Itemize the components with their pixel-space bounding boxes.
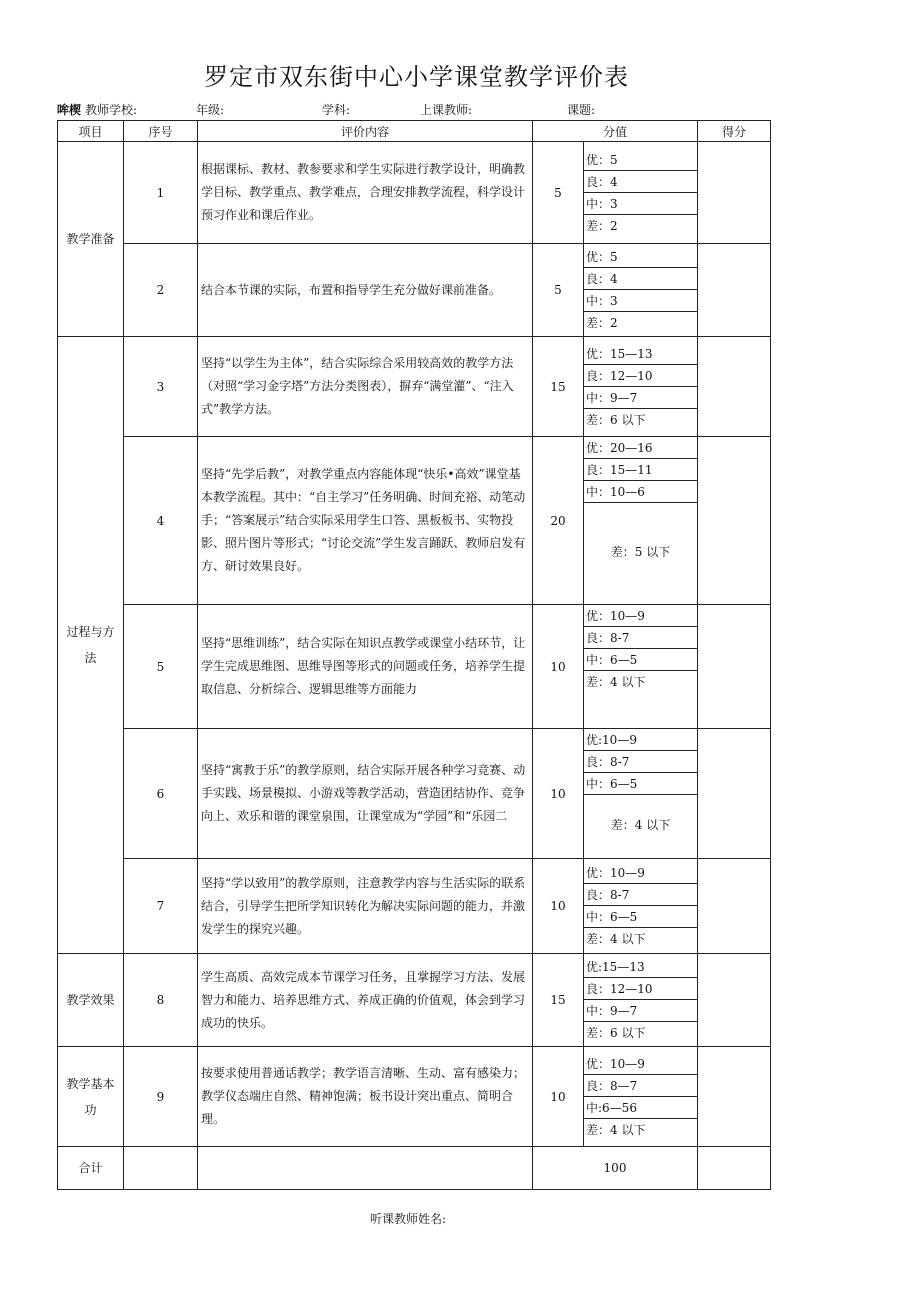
level-excellent: 优：10—9 bbox=[584, 1053, 697, 1075]
table-row bbox=[58, 729, 771, 859]
row-points: 10 bbox=[533, 605, 584, 729]
category-basic: 教学基本功 bbox=[58, 1047, 124, 1147]
row-levels bbox=[584, 437, 698, 605]
row-content: 根据课标、教材、教参要求和学生实际进行教学设计，明确教学目标、教学重点、教学难点，合理安排教学流程，科学设计预习作业和课后作业。 bbox=[198, 142, 533, 244]
row-score-cell[interactable] bbox=[698, 605, 771, 729]
table-row bbox=[58, 1047, 771, 1147]
row-content: 结合本节课的实际，布置和指导学生充分做好课前准备。 bbox=[198, 244, 533, 337]
row-points: 10 bbox=[533, 859, 584, 954]
header-points: 分值 bbox=[533, 121, 698, 142]
row-seq: 8 bbox=[124, 954, 198, 1047]
level-good: 良：8-7 bbox=[584, 884, 697, 906]
level-poor: 差：4 以下 bbox=[610, 818, 671, 832]
level-medium: 中:6—56 bbox=[584, 1097, 697, 1119]
level-poor: 差：5 以下 bbox=[610, 545, 671, 559]
level-medium: 中：10—6 bbox=[584, 481, 697, 503]
header-item: 项目 bbox=[58, 121, 124, 142]
total-points: 100 bbox=[533, 1147, 698, 1190]
row-points: 5 bbox=[533, 142, 584, 244]
level-poor: 差：2 bbox=[586, 316, 618, 330]
row-content: 坚持“思维训练”，结合实际在知识点教学或课堂小结环节，让学生完成思维图、思维导图等形式的问题或任务，培养学生提取信息、分析综合、逻辑思维等方面能力 bbox=[198, 605, 533, 729]
row-levels bbox=[584, 729, 698, 859]
observer-name-label: 听课教师姓名: bbox=[370, 1212, 447, 1226]
table-header-row bbox=[58, 121, 771, 142]
school-label: 教师学校: bbox=[85, 103, 138, 117]
table-row bbox=[58, 859, 771, 954]
category-process: 过程与方法 bbox=[58, 337, 124, 954]
total-score-cell[interactable] bbox=[698, 1147, 771, 1190]
category-total: 合计 bbox=[58, 1147, 124, 1190]
category-prep: 教学准备 bbox=[58, 142, 124, 337]
row-score-cell[interactable] bbox=[698, 437, 771, 605]
level-good: 良：12—10 bbox=[584, 978, 697, 1000]
table-row bbox=[58, 437, 771, 605]
row-content: 学生高质、高效完成本节课学习任务，且掌握学习方法、发展智力和能力、培养思维方式、养成正确的价值观，体会到学习成功的快乐。 bbox=[198, 954, 533, 1047]
level-good: 良：4 bbox=[584, 171, 697, 193]
level-medium: 中：6—5 bbox=[584, 773, 697, 795]
level-excellent: 优：15—13 bbox=[584, 343, 697, 365]
row-points: 15 bbox=[533, 337, 584, 437]
level-good: 良：15—11 bbox=[584, 459, 697, 481]
level-poor: 差：4 以下 bbox=[586, 1122, 646, 1137]
table-row bbox=[58, 337, 771, 437]
row-score-cell[interactable] bbox=[698, 142, 771, 244]
level-poor: 差：4 以下 bbox=[586, 932, 646, 946]
level-excellent: 优:10—9 bbox=[584, 729, 697, 751]
row-levels bbox=[584, 142, 698, 244]
row-score-cell[interactable] bbox=[698, 859, 771, 954]
level-medium: 中：6—5 bbox=[584, 906, 697, 928]
row-levels bbox=[584, 337, 698, 437]
level-good: 良：8-7 bbox=[584, 627, 697, 649]
row-points: 20 bbox=[533, 437, 584, 605]
row-score-cell[interactable] bbox=[698, 1047, 771, 1147]
row-seq: 5 bbox=[124, 605, 198, 729]
level-good: 良：4 bbox=[584, 268, 697, 290]
row-seq: 3 bbox=[124, 337, 198, 437]
row-content: 坚持“学以致用”的教学原则，注意教学内容与生活实际的联系结合，引导学生把所学知识转化为解决实际问题的能力，并激发学生的探究兴趣。 bbox=[198, 859, 533, 954]
grade-label: 年级: bbox=[196, 103, 225, 117]
level-medium: 中：3 bbox=[584, 290, 697, 312]
table-row bbox=[58, 954, 771, 1047]
header-content: 评价内容 bbox=[198, 121, 533, 142]
level-excellent: 优：10—9 bbox=[584, 862, 697, 884]
row-levels bbox=[584, 1047, 698, 1147]
row-points: 15 bbox=[533, 954, 584, 1047]
level-good: 良：12—10 bbox=[584, 365, 697, 387]
level-poor: 差：2 bbox=[586, 218, 618, 233]
row-seq: 9 bbox=[124, 1047, 198, 1147]
level-medium: 中：9—7 bbox=[584, 387, 697, 409]
row-content: 坚持“先学后教”，对教学重点内容能体现“快乐•高效”课堂基本教学流程。其中：“自主学习”任务明确、时间充裕、动笔动手；“答案展示”结合实际采用学生口答、黑板板书、实物投影、照片图片等形式；“讨论交流”学生发言踊跃、教师启发有方、研讨效果良好。 bbox=[198, 437, 533, 605]
level-excellent: 优：20—16 bbox=[584, 437, 697, 459]
row-levels bbox=[584, 605, 698, 729]
level-excellent: 优：5 bbox=[584, 149, 697, 171]
row-levels bbox=[584, 954, 698, 1047]
table-row bbox=[58, 142, 771, 244]
table-row bbox=[58, 244, 771, 337]
row-levels bbox=[584, 244, 698, 337]
level-good: 良：8—7 bbox=[584, 1075, 697, 1097]
level-poor: 差：6 以下 bbox=[586, 1026, 646, 1040]
row-score-cell[interactable] bbox=[698, 244, 771, 337]
level-medium: 中：3 bbox=[584, 193, 697, 215]
category-effect: 教学效果 bbox=[58, 954, 124, 1047]
row-seq: 1 bbox=[124, 142, 198, 244]
row-score-cell[interactable] bbox=[698, 337, 771, 437]
row-seq: 4 bbox=[124, 437, 198, 605]
total-row bbox=[58, 1147, 771, 1190]
row-score-cell[interactable] bbox=[698, 729, 771, 859]
page-title: 罗定市双东街中心小学课堂教学评价表 bbox=[204, 63, 629, 91]
row-content: 坚持“寓教于乐”的教学原则，结合实际开展各种学习竞赛、动手实践、场景模拟、小游戏等教学活动，营造团结协作、竞争向上、欢乐和谐的课堂泉围，让课堂成为“学园”和“乐园二 bbox=[198, 729, 533, 859]
row-score-cell[interactable] bbox=[698, 954, 771, 1047]
row-seq: 2 bbox=[124, 244, 198, 337]
evaluation-table bbox=[57, 120, 771, 1190]
teacher-label: 上课教师: bbox=[420, 103, 473, 117]
level-poor: 差：6 以下 bbox=[586, 412, 646, 427]
topic-label: 课题: bbox=[567, 103, 596, 117]
row-seq: 7 bbox=[124, 859, 198, 954]
subject-label: 学科: bbox=[322, 103, 351, 117]
total-content-cell bbox=[198, 1147, 533, 1190]
header-score: 得分 bbox=[698, 121, 771, 142]
level-excellent: 优:15—13 bbox=[584, 956, 697, 978]
level-good: 良：8-7 bbox=[584, 751, 697, 773]
level-medium: 中：9—7 bbox=[584, 1000, 697, 1022]
total-seq-cell bbox=[124, 1147, 198, 1190]
school-prefix: 哞楔 bbox=[57, 103, 82, 117]
row-content: 按要求使用普通话教学；教学语言清晰、生动、富有感染力；教学仪态端庄自然、精神饱满；板书设计突出重点、简明合理。 bbox=[198, 1047, 533, 1147]
level-excellent: 优：5 bbox=[584, 246, 697, 268]
row-points: 10 bbox=[533, 729, 584, 859]
level-excellent: 优：10—9 bbox=[584, 605, 697, 627]
row-levels bbox=[584, 859, 698, 954]
table-row bbox=[58, 605, 771, 729]
level-poor: 差：4 以下 bbox=[586, 675, 646, 689]
row-points: 10 bbox=[533, 1047, 584, 1147]
row-content: 坚持“以学生为主体”，结合实际综合采用较高效的教学方法（对照“学习金字塔”方法分类图表），摒弃“满堂灌”、“注入式”教学方法。 bbox=[198, 337, 533, 437]
header-seq: 序号 bbox=[124, 121, 198, 142]
row-seq: 6 bbox=[124, 729, 198, 859]
level-medium: 中：6—5 bbox=[584, 649, 697, 671]
row-points: 5 bbox=[533, 244, 584, 337]
